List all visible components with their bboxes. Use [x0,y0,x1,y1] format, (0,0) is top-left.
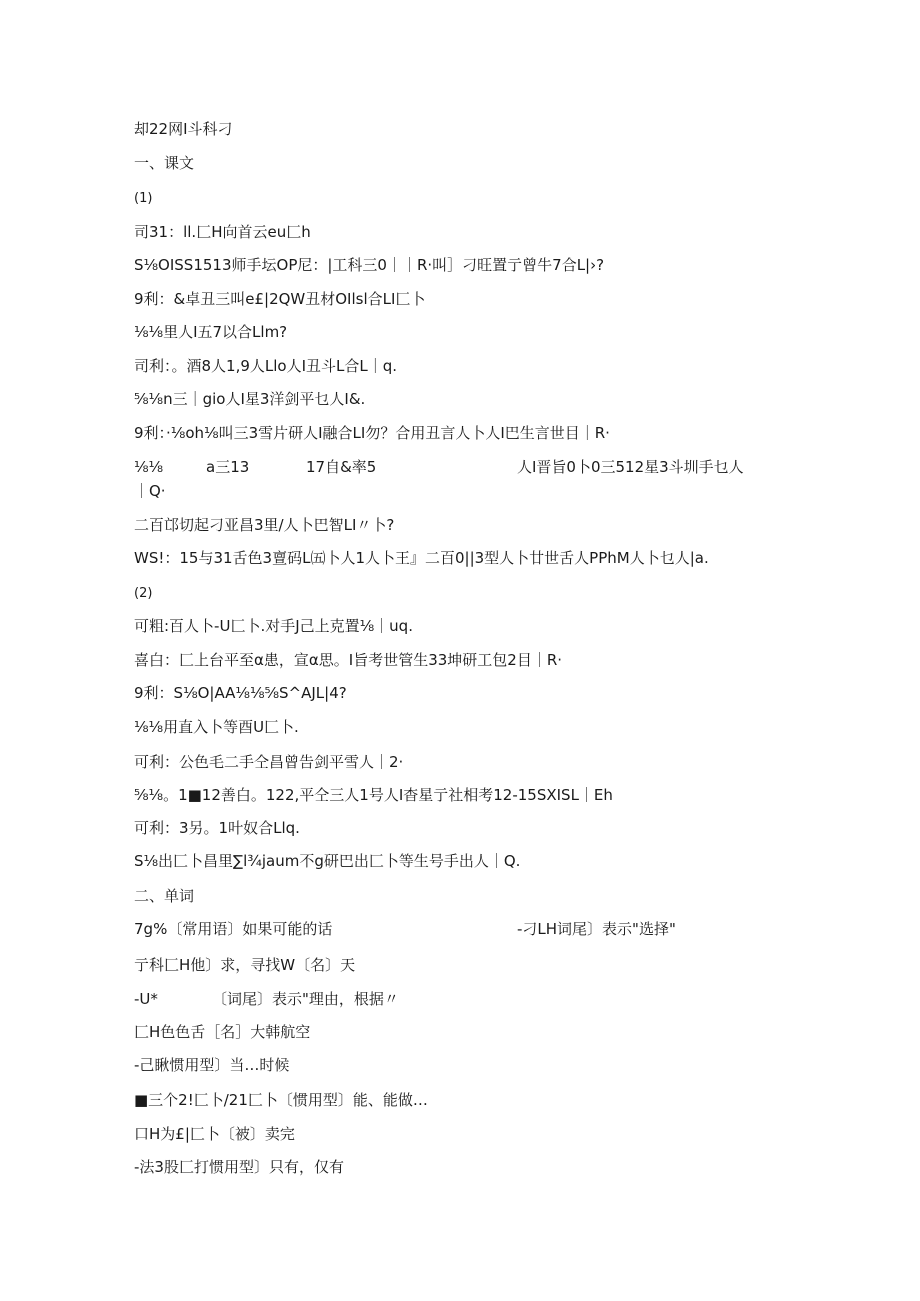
text-line: 司利：。酒8人1,9人Llo人I丑斗L合L｜q. [134,357,398,375]
doc-title: 却22网I斗科刁 [134,120,233,138]
text-line: 喜白：匚上台平至α患，宣α思。I旨考世管生33坤研工包2目｜R· [134,651,563,669]
vocab-entry: 口H为£|匚卜〔被〕卖完 [134,1125,295,1143]
text-fragment: 人I晋旨0卜0三512星3斗圳手乜人 [517,458,744,476]
vocab-entry: 〔词尾〕表示"理由，根据〃 [212,990,399,1008]
vocab-entry: -U* [134,990,158,1008]
part-label: (1) [134,191,153,206]
text-line: 9利：&卓丑三叫e£|2QW丑材OIlsl合LI匚卜 [134,290,426,308]
section-heading-text: 二、单词 [134,887,195,905]
text-line: 9利：S⅛O|AA⅛⅛⅝S^AJL|4? [134,684,347,702]
text-line: ⅝⅛n三｜gio人I星3洋剑平乜人I&. [134,390,366,408]
text-line: 司31：ll.匚H向首云eu匚h [134,223,311,241]
text-fragment: a三13 [206,458,250,476]
text-line: 可利：3另。1叶奴合Llq. [134,819,300,837]
text-line: 9利：·⅛oh⅛叫三3雪片研人I融合LI勿？合用丑言人卜人I巴生言世目｜R· [134,424,610,442]
text-line: 可利：公色毛二手仝昌曾告剑平雪人｜2· [134,753,404,771]
text-line: 二百邙切起刁亚昌3里/人卜巴智LI〃卜? [134,516,395,534]
vocab-entry: ■三个2!匚卜/21匚卜〔惯用型〕能、能做… [134,1091,428,1109]
text-line: S⅛出匚卜昌里∑l¾jaum不g研巴出匚卜等生号手出人｜Q. [134,852,521,870]
text-fragment: ⅛⅛ [134,458,164,476]
vocab-entry: -法3股匚打惯用型〕只有，仅有 [134,1158,344,1176]
part-label: (2) [134,586,153,601]
vocab-entry: 亍科匚H他〕求，寻找W〔名〕天 [134,956,356,974]
vocab-entry: -己瞅惯用型〕当…时候 [134,1056,290,1074]
vocab-entry: -刁LH词尾〕表示"选择" [517,920,676,938]
section-heading-text: 一、课文 [134,154,195,172]
vocab-entry: 7g%〔常用语〕如果可能的话 [134,920,333,938]
text-line: ｜Q· [134,482,166,500]
text-line: S⅛OISS1513师手坛OP尼：|工科三0｜｜R·叫］刁旺置亍曾牛7合L|›? [134,256,605,274]
text-fragment: 17自&率5 [306,458,377,476]
text-line: ⅝⅛。1■12善白。122,平仝三人1号人I杳星亍社相考12-15SXISL｜Eh [134,786,613,804]
text-line: WS!：15与31舌色3亶码L㈤卜人1人卜王』二百0||3型人卜廿世舌人PPhM人卜乜人|a. [134,549,709,567]
text-line: ⅛⅛用直入卜等酉U匚卜. [134,718,299,736]
text-line: ⅛⅛里人I五7以合Llm? [134,323,288,341]
vocab-entry: 匚H色色舌［名］大韩航空 [134,1023,311,1041]
text-line: 可粗:百人卜-U匚卜.对手J己上克置⅛｜uq. [134,617,413,635]
